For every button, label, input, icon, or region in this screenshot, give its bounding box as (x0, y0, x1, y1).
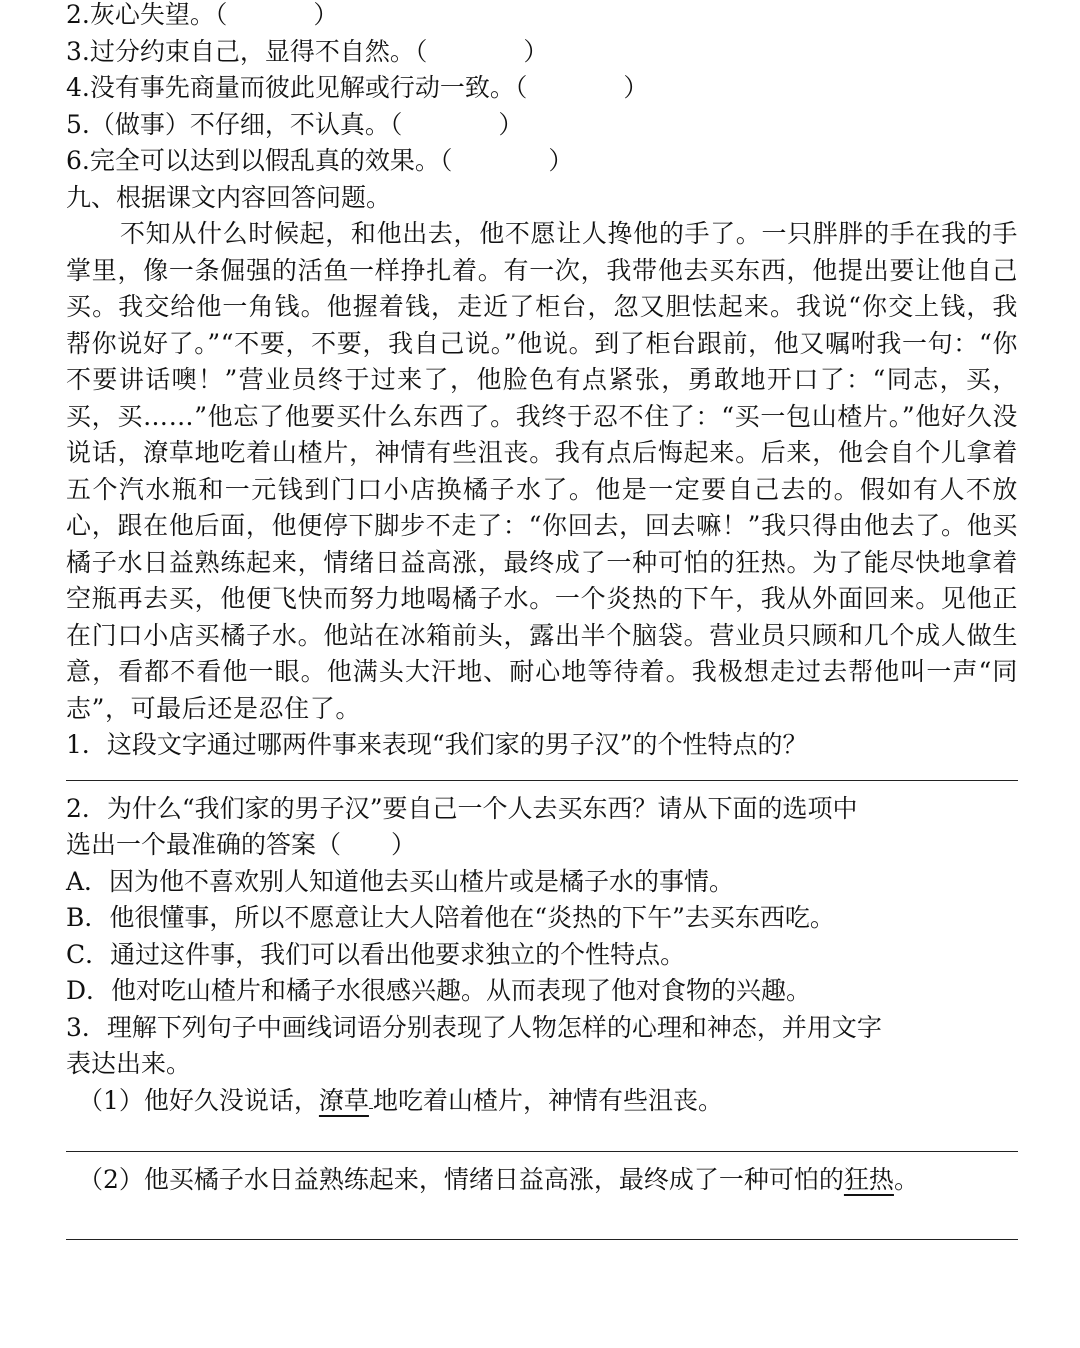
section9-heading: 九、根据课文内容回答问题。 (66, 182, 392, 212)
q8-2: 2.灰心失望。（ ） (66, 0, 339, 29)
question-2-line1: 2．为什么“我们家的男子汉”要自己一个人去买东西？请从下面的选项中 (66, 793, 858, 823)
option-b: B．他很懂事，所以不愿意让大人陪着他在“炎热的下午”去买东西吃。 (66, 903, 835, 932)
underlined-word-2: 狂热 (843, 1165, 894, 1194)
sentence-1: （1）他好久没说话，潦草 地吃着山楂片，神情有些沮丧。 (78, 1085, 723, 1115)
answer-line-s2[interactable] (66, 1239, 1018, 1240)
option-c: C．通过这件事，我们可以看出他要求独立的个性特点。 (66, 939, 686, 969)
answer-line-s1[interactable] (66, 1151, 1018, 1152)
option-a: A．因为他不喜欢别人知道他去买山楂片或是橘子水的事情。 (66, 866, 735, 896)
answer-line-q1[interactable] (66, 780, 1018, 781)
underlined-word-1: 潦草 (318, 1085, 369, 1115)
q8-5: 5.（做事）不仔细，不认真。（ ） (66, 109, 524, 139)
sentence-2: （2）他买橘子水日益熟练起来，情绪日益高涨，最终成了一种可怕的狂热。 (78, 1165, 919, 1194)
question-3-line2: 表达出来。 (66, 1049, 192, 1078)
q8-3: 3.过分约束自己，显得不自然。（ ） (66, 36, 549, 66)
question-2-line2: 选出一个最准确的答案（ ） (66, 830, 417, 859)
question-1: 1．这段文字通过哪两件事来表现“我们家的男子汉”的个性特点的？ (66, 730, 808, 759)
question-3-line1: 3．理解下列句子中画线词语分别表现了人物怎样的心理和神态，并用文字 (66, 1012, 882, 1042)
option-d: D．他对吃山楂片和橘子水很感兴趣。从而表现了他对食物的兴趣。 (66, 976, 812, 1005)
q8-4: 4.没有事先商量而彼此见解或行动一致。（ ） (66, 73, 649, 102)
q8-6: 6.完全可以达到以假乱真的效果。（ ） (66, 146, 574, 175)
reading-passage: 不知从什么时候起，和他出去，他不愿让人搀他的手了。一只胖胖的手在我的手掌里，像一条倔强的活鱼一样挣扎着。有一次，我带他去买东西，他提出要让他自己买。我交给他一角钱。他握着钱，走近了柜台，忽又胆怯起来。我说“你交上钱，我帮你说好了。”“不要，不要，我自己说。”他说。到了柜台跟前，他又嘱咐我一句：“你不要讲话噢！”营业员终于过来了，他脸色有点紧张，勇敢地开口了：“同志，买，买，买……”他忘了他要买什么东西了。我终于忍不住了：“买一包山楂片。”他好久没说话，潦草地吃着山楂片，神情有些沮丧。我有点后悔起来。后来，他会自个儿拿着五个汽水瓶和一元钱到门口小店换橘子水了。他是一定要自己去的。假如有人不放心，跟在他后面，他便停下脚步不走了：“你回去，回去嘛！”我只得由他去了。他买橘子水日益熟练起来，情绪日益高涨，最终成了一种可怕的狂热。为了能尽快地拿着空瓶再去买，他便飞快而努力地喝橘子水。一个炎热的下午，我从外面回来。见他正在门口小店买橘子水。他站在冰箱前头，露出半个脑袋。营业员只顾和几个成人做生意，看都不看他一眼。他满头大汗地、耐心地等待着。我极想走过去帮他叫一声“同志”，可最后还是忍住了。 (66, 219, 1018, 723)
